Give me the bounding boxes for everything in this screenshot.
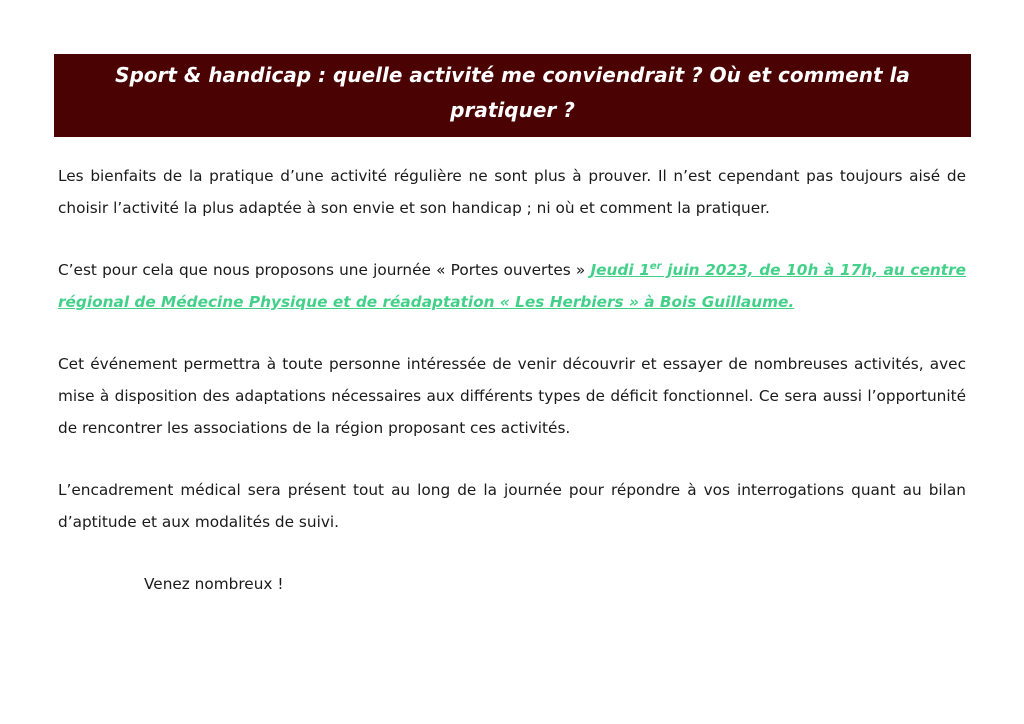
event-day-text: Jeudi 1 [590,261,650,279]
closing-line: Venez nombreux ! [144,575,284,593]
event-intro-text: C’est pour cela que nous proposons une journée « Portes ouvertes » [58,261,591,279]
paragraph-intro: Les bienfaits de la pratique d’une activité régulière ne sont plus à prouver. Il n’est cependant pas toujours aisé de choisir l’activité la plus adaptée à son envie et son handicap ; ni où et comment la pratiquer. [58,167,966,217]
page-title: Sport & handicap : quelle activité me conviendrait ? Où et comment la pratiquer ? [115,63,910,122]
paragraph-activities: Cet événement permettra à toute personne intéressée de venir découvrir et essayer de nombreuses activités, avec mise à disposition des adaptations nécessaires aux différents types de déficit fonctionnel. Ce sera aussi l’opportunité de rencontrer les associations de la région proposant ces activités. [58,355,966,437]
title-banner [54,54,971,137]
paragraph-medical: L’encadrement médical sera présent tout au long de la journée pour répondre à vos interrogations quant au bilan d’aptitude et aux modalités de suivi. [58,481,966,531]
paragraph-event [58,254,966,318]
event-day-superscript: er [649,260,662,272]
document-body [58,160,966,600]
event-details-text: juin 2023, de 10h à 17h, au centre régional de Médecine Physique et de réadaptation « Les Herbiers » à Bois Guillaume. [58,261,966,311]
